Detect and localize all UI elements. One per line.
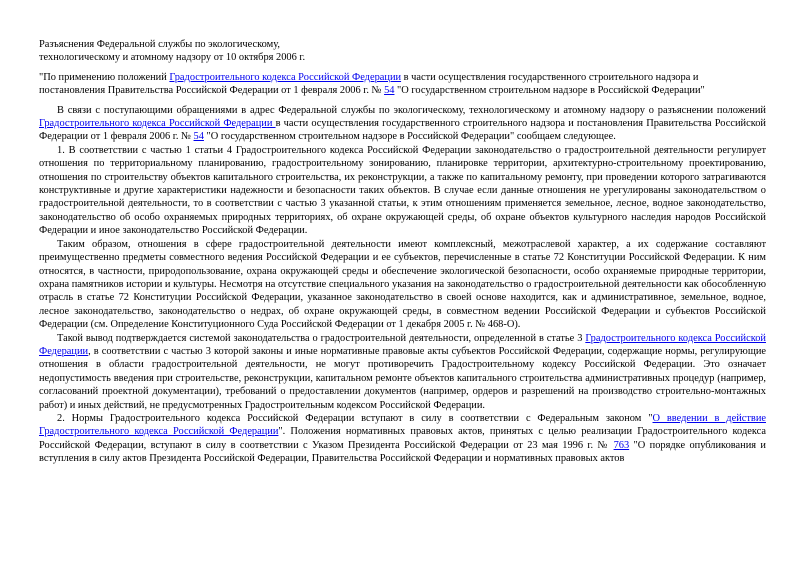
header-line-1: Разъяснения Федеральной службы по экологическому,	[39, 39, 280, 50]
p4-text-2: ". Положения нормативных правовых актов, принятых с целью реализации Градостроительного кодекса Российской Федерации, вступают в силу в соответствии с Указом Президента Российской Федерации от 23 мая 1996 г. №	[39, 426, 766, 451]
title-text-3: "О государственном строительном надзоре в Российской Федерации"	[394, 85, 705, 97]
document-header	[39, 38, 766, 65]
p3-text-2: , в соответствии с частью 3 которой законы и иные нормативные правовые акты субъектов Российской Федерации, содержащие нормы, регулирующие отношения в области градостроительной деятельности, не могут противоречить Градостроительному кодексу Российской Федерации. Это означает недопустимость введения при строительстве, реконструкции, капитальном ремонте объектов капитального строительства административных процедур (например, согласований проектной документации), требований о предоставлении документов (например, ордеров и разрешений на производство строительно-монтажных работ) и иных действий, не предусмотренных Градостроительным кодексом Российской Федерации.	[39, 345, 766, 411]
paragraph-intro	[39, 104, 766, 144]
link-ukaz-763[interactable]: 763	[613, 439, 630, 451]
p4-text-1: 2. Нормы Градостроительного кодекса Российской Федерации вступают в силу в соответствии с Федеральным законом "	[57, 412, 653, 424]
link-gradostroitelnyi-kodeks[interactable]: Градостроительного кодекса Российской Федерации	[169, 71, 402, 83]
paragraph-3	[39, 332, 766, 412]
document-title	[39, 71, 766, 98]
paragraph-4	[39, 412, 766, 466]
link-gradostroitelnyi-kodeks-p3[interactable]: Градостроительного кодекса Российской Федерации	[39, 332, 766, 357]
title-text-2: в части осуществления государственного строительного надзора и постановления Правительства Российской Федерации от 1 февраля 2006 г. №	[39, 71, 699, 97]
title-text-1: "По применению положений	[39, 71, 170, 83]
p3-text-1: Такой вывод подтверждается системой законодательства о градостроительной деятельности, определенной в статье 3	[57, 332, 586, 344]
header-line-2: технологическому и атомному надзору от 10 октября 2006 г.	[39, 52, 306, 64]
intro-text-1: В связи с поступающими обращениями в адрес Федеральной службы по экологическому, технологическому и атомному надзору о разъяснении положений	[57, 104, 766, 116]
p4-text-3: "О порядке опубликования и вступления в силу актов Президента Российской Федерации, Правительства Российской Федерации и нормативных правовых актов	[39, 439, 766, 465]
link-postanovlenie-54-intro[interactable]: 54	[193, 131, 204, 143]
intro-text-2: в части осуществления государственного строительного надзора и постановления Правительства Российской Федерации от 1 февраля 2006 г. №	[39, 118, 766, 143]
paragraph-1: 1. В соответствии с частью 1 статьи 4 Градостроительного кодекса Российской Федерации законодательство о градостроительной деятельности регулирует отношения по территориальному планированию, градостроительному зонированию, планировке территории, архитектурно-строительному проектированию, отношения по строительству объектов капитального строительства, их реконструкции, а также по капитальному ремонту, при проведении которого затрагиваются конструктивные и другие характеристики надежности и безопасности таких объектов. В случае если данные отношения не урегулированы законодательством о градостроительной деятельности, то в соответствии с частью 3 указанной статьи, к этим отношениям применяется земельное, лесное, водное законодательство, законодательство об особо охраняемых природных территориях, об охране окружающей среды, об охране объектов культурного наследия народов Российской Федерации и иное законодательство Российской Федерации.	[39, 144, 766, 237]
link-gradostroitelnyi-kodeks-intro[interactable]: Градостроительного кодекса Российской Федерации	[39, 118, 276, 130]
intro-text-3: "О государственном строительном надзоре в Российской Федерации" сообщаем следующее.	[203, 131, 616, 143]
link-postanovlenie-54[interactable]: 54	[384, 85, 395, 97]
paragraph-2: Таким образом, отношения в сфере градостроительной деятельности имеют комплексный, межотраслевой характер, а их содержание составляют преимущественно предметы совместного ведения Российской Федерации и ее субъектов, перечисленные в статье 72 Конституции Российской Федерации. К ним относятся, в частности, природопользование, охрана окружающей среды и обеспечение экологической безопасности, особо охраняемые природные территории, охрана памятников истории и культуры. Несмотря на отсутствие специального указания на законодательство о градостроительной деятельности как обособленную отрасль в статье 72 Конституции Российской Федерации, указанное законодательство в своей основе находится, как и административное, земельное, водное, лесное законодательство, законодательство о недрах, об охране окружающей среды, в совместном ведении Российской Федерации и субъектов Российской Федерации (см. Определение Конституционного Суда Российской Федерации от 1 декабря 2005 г. № 468-О).	[39, 238, 766, 331]
link-o-vvedenii-v-deistvie[interactable]: О введении в действие Градостроительного кодекса Российской Федерации	[39, 412, 766, 438]
